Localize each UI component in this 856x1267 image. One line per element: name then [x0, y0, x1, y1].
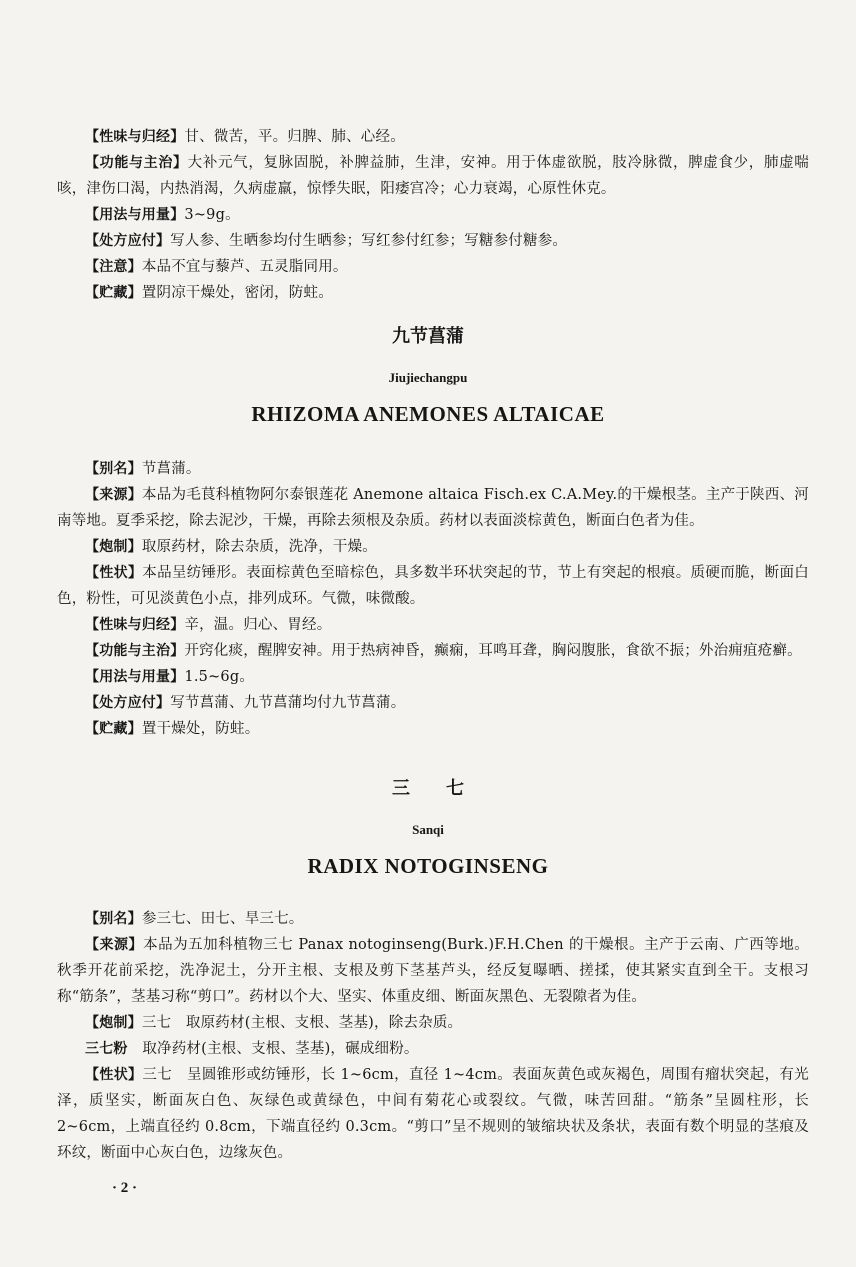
entry-label: 【别名】	[85, 911, 142, 927]
entry-text: 取原药材，除去杂质，洗净，干燥。	[141, 539, 378, 555]
herb1-latin-name: RHIZOMA ANEMONES ALTAICAE	[251, 402, 605, 426]
herb1-entry-taste-meridian	[57, 612, 809, 638]
entry-label: 【炮制】	[85, 539, 142, 555]
entry-label: 【别名】	[85, 461, 142, 477]
entry-label: 【用法与用量】	[85, 207, 185, 223]
entry-text: 大补元气，复脉固脱，补脾益肺，生津，安神。用于体虚欲脱，肢冷脉微，脾虚食少，肺虚喘咳，津伤口渴，内热消渴，久病虚羸，惊悸失眠，阳痿宫冷；心力衰竭，心原性休克。	[57, 155, 809, 197]
herb2-entry-source	[57, 932, 809, 1010]
herb2-chinese-name: 三七	[392, 778, 500, 799]
entry-text: 三七 呈圆锥形或纺锤形，长 1~6cm，直径 1~4cm。表面灰黄色或灰褐色，周围有瘤状突起，有光泽，质坚实，断面灰白色、灰绿色或黄绿色，中间有菊花心或裂纹。气微，味苦回甜。“筋条”呈圆柱形，长 2~6cm，上端直径约 0.8cm，下端直径约 0.3cm。“剪口”呈不规则的皱缩块状及条状，表面有数个明显的茎痕及环纹，断面中心灰白色，边缘灰色。	[57, 1067, 809, 1161]
herb2-entry-alias	[57, 906, 809, 932]
herb1-entry-dosage	[57, 664, 809, 690]
entry-text: 甘、微苦，平。归脾、肺、心经。	[184, 129, 405, 145]
herb1-chinese-name: 九节菖蒲	[392, 326, 464, 347]
entry-text: 3~9g。	[184, 207, 240, 223]
entry-label: 【功能与主治】	[85, 155, 188, 171]
entry-text: 置阴凉干燥处，密闭，防蛀。	[141, 285, 333, 301]
herb1-entry-alias	[57, 456, 809, 482]
entry-label: 【性状】	[85, 1067, 143, 1083]
herb1-entry-source	[57, 482, 809, 534]
page-number: · 2 ·	[112, 1180, 138, 1196]
herb1-entry-storage	[57, 716, 809, 742]
herb1-pinyin: Jiujiechangpu	[388, 370, 468, 385]
entry-text: 本品为毛茛科植物阿尔泰银莲花 Anemone altaica Fisch.ex C.A.Mey.的干燥根茎。主产于陕西、河南等地。夏季采挖，除去泥沙，干燥，再除去须根及杂质。药材以表面淡棕黄色，断面白色者为佳。	[57, 487, 809, 529]
entry-label: 【处方应付】	[85, 695, 171, 711]
entry-caution	[57, 254, 809, 280]
entry-text: 写人参、生晒参均付生晒参；写红参付红参；写糖参付糖参。	[170, 233, 568, 249]
herb2-entry-processing	[57, 1010, 809, 1036]
entry-label: 【来源】	[85, 937, 144, 953]
entry-text: 本品为五加科植物三七 Panax notoginseng(Burk.)F.H.Chen 的干燥根。主产于云南、广西等地。秋季开花前采挖，洗净泥土，分开主根、支根及剪下茎基芦头，经反复曝晒、搓揉，使其紧实直到全干。支根习称“筋条”，茎基习称“剪口”。药材以个大、坚实、体重皮细、断面灰黑色、无裂隙者为佳。	[57, 937, 809, 1005]
entry-prescription	[57, 228, 809, 254]
entry-label: 【处方应付】	[85, 233, 171, 249]
herb2-latin-name: RADIX NOTOGINSENG	[307, 854, 549, 878]
entry-text: 取净药材(主根、支根、茎基)，碾成细粉。	[142, 1041, 419, 1057]
entry-taste-meridian	[57, 124, 809, 150]
entry-label: 【性味与归经】	[85, 129, 185, 145]
herb2-entry-powder	[57, 1036, 809, 1062]
entry-text: 参三七、田七、旱三七。	[141, 911, 304, 927]
entry-text: 置干燥处，防蛀。	[141, 721, 260, 737]
entry-label: 【贮藏】	[85, 285, 142, 301]
entry-text: 辛，温。归心、胃经。	[184, 617, 332, 633]
entry-label: 三七粉	[85, 1041, 128, 1057]
ginseng-continuation	[57, 124, 809, 306]
entry-label: 【注意】	[85, 259, 142, 275]
herb2-pinyin: Sanqi	[412, 822, 444, 837]
herb1-entry-description	[57, 560, 809, 612]
entry-function	[57, 150, 809, 202]
herb1-body	[57, 456, 809, 742]
herb1-entry-prescription	[57, 690, 809, 716]
entry-text: 写节菖蒲、九节菖蒲均付九节菖蒲。	[170, 695, 406, 711]
entry-text: 本品呈纺锤形。表面棕黄色至暗棕色，具多数半环状突起的节，节上有突起的根痕。质硬而脆，断面白色，粉性，可见淡黄色小点，排列成环。气微，味微酸。	[57, 565, 809, 607]
herb2-entry-description	[57, 1062, 809, 1166]
entry-text: 三七 取原药材(主根、支根、茎基)，除去杂质。	[141, 1015, 463, 1031]
entry-label: 【炮制】	[85, 1015, 142, 1031]
entry-label: 【功能与主治】	[85, 643, 185, 659]
entry-label: 【性状】	[85, 565, 143, 581]
entry-storage	[57, 280, 809, 306]
entry-label: 【来源】	[85, 487, 142, 503]
entry-text: 本品不宜与藜芦、五灵脂同用。	[141, 259, 348, 275]
entry-label: 【贮藏】	[85, 721, 142, 737]
herb1-entry-processing	[57, 534, 809, 560]
entry-dosage	[57, 202, 809, 228]
entry-label: 【用法与用量】	[85, 669, 185, 685]
entry-text: 节菖蒲。	[141, 461, 201, 477]
entry-label: 【性味与归经】	[85, 617, 185, 633]
entry-text: 开窍化痰，醒脾安神。用于热病神昏，癫痫，耳鸣耳聋，胸闷腹胀，食欲不振；外治痈疽疮癣。	[184, 643, 802, 659]
herb1-entry-function	[57, 638, 809, 664]
herb2-body	[57, 906, 809, 1166]
entry-text: 1.5~6g。	[184, 669, 255, 685]
